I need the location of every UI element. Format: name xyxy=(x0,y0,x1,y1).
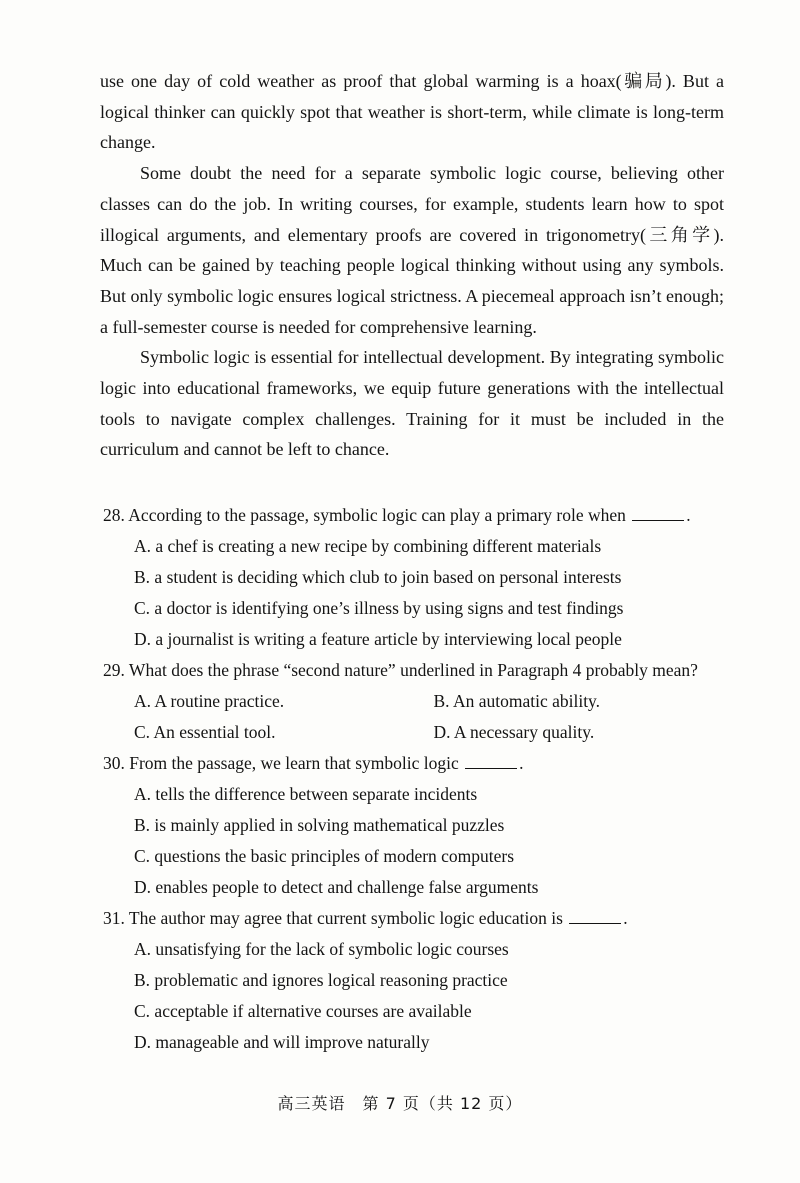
option-d: D. A necessary quality. xyxy=(433,722,595,742)
answer-blank xyxy=(569,909,621,924)
option-a: A. a chef is creating a new recipe by combining different materials xyxy=(134,536,602,556)
question-stem-text: 28. According to the passage, symbolic logic can play a primary role when xyxy=(103,505,626,525)
question-stem-text: 30. From the passage, we learn that symbolic logic xyxy=(103,753,459,773)
question-stem-end: . xyxy=(623,908,628,928)
option-c: C. An essential tool. xyxy=(134,722,276,742)
answer-blank xyxy=(632,506,684,521)
question-stem xyxy=(103,500,733,531)
option-d: D. enables people to detect and challenge false arguments xyxy=(134,877,539,897)
question-stem xyxy=(103,748,733,779)
option-a: A. tells the difference between separate incidents xyxy=(134,784,478,804)
question-stem-text: 31. The author may agree that current symbolic logic education is xyxy=(103,908,563,928)
passage-paragraph: use one day of cold weather as proof that global warming is a hoax(骗局). But a logical thinker can quickly spot that weather is short-term, while climate is long-term change. xyxy=(100,71,724,153)
page-footer: 高三英语 第 7 页（共 12 页） xyxy=(277,1094,523,1113)
passage-paragraph: Some doubt the need for a separate symbolic logic course, believing other classes can do the job. In writing courses, for example, students learn how to spot illogical arguments, and elementary proofs are covered in trigonometry(三角学). Much can be gained by teaching people logical thinking without using any symbols. But only symbolic logic ensures logical strictness. A piecemeal approach isn’t enough; a full-semester course is needed for comprehensive learning. xyxy=(100,163,724,337)
question-stem-end: . xyxy=(686,505,691,525)
option-d: D. a journalist is writing a feature article by interviewing local people xyxy=(134,629,622,649)
option-a: A. unsatisfying for the lack of symbolic logic courses xyxy=(134,939,509,959)
option-row xyxy=(103,717,733,748)
option-c: C. a doctor is identifying one’s illness by using signs and test findings xyxy=(134,598,624,618)
answer-blank xyxy=(465,754,517,769)
option-b: B. An automatic ability. xyxy=(433,691,601,711)
option-c: C. questions the basic principles of modern computers xyxy=(134,846,515,866)
option-c: C. acceptable if alternative courses are available xyxy=(134,1001,472,1021)
question-stem: 29. What does the phrase “second nature” underlined in Paragraph 4 probably mean? xyxy=(103,660,698,680)
question-stem-end: . xyxy=(519,753,524,773)
question-31 xyxy=(103,903,733,1058)
option-b: B. a student is deciding which club to join based on personal interests xyxy=(134,567,622,587)
option-b: B. is mainly applied in solving mathematical puzzles xyxy=(134,815,505,835)
option-d: D. manageable and will improve naturally xyxy=(134,1032,430,1052)
question-30 xyxy=(103,748,733,903)
option-b: B. problematic and ignores logical reasoning practice xyxy=(134,970,508,990)
question-list xyxy=(103,500,733,1058)
question-28 xyxy=(103,500,733,655)
reading-passage xyxy=(100,66,724,465)
passage-paragraph: Symbolic logic is essential for intellectual development. By integrating symbolic logic into educational frameworks, we equip future generations with the intellectual tools to navigate complex challenges. Training for it must be included in the curriculum and cannot be left to chance. xyxy=(100,347,724,460)
option-a: A. A routine practice. xyxy=(134,691,285,711)
question-29 xyxy=(103,655,733,748)
option-row xyxy=(103,686,733,717)
question-stem xyxy=(103,903,733,934)
